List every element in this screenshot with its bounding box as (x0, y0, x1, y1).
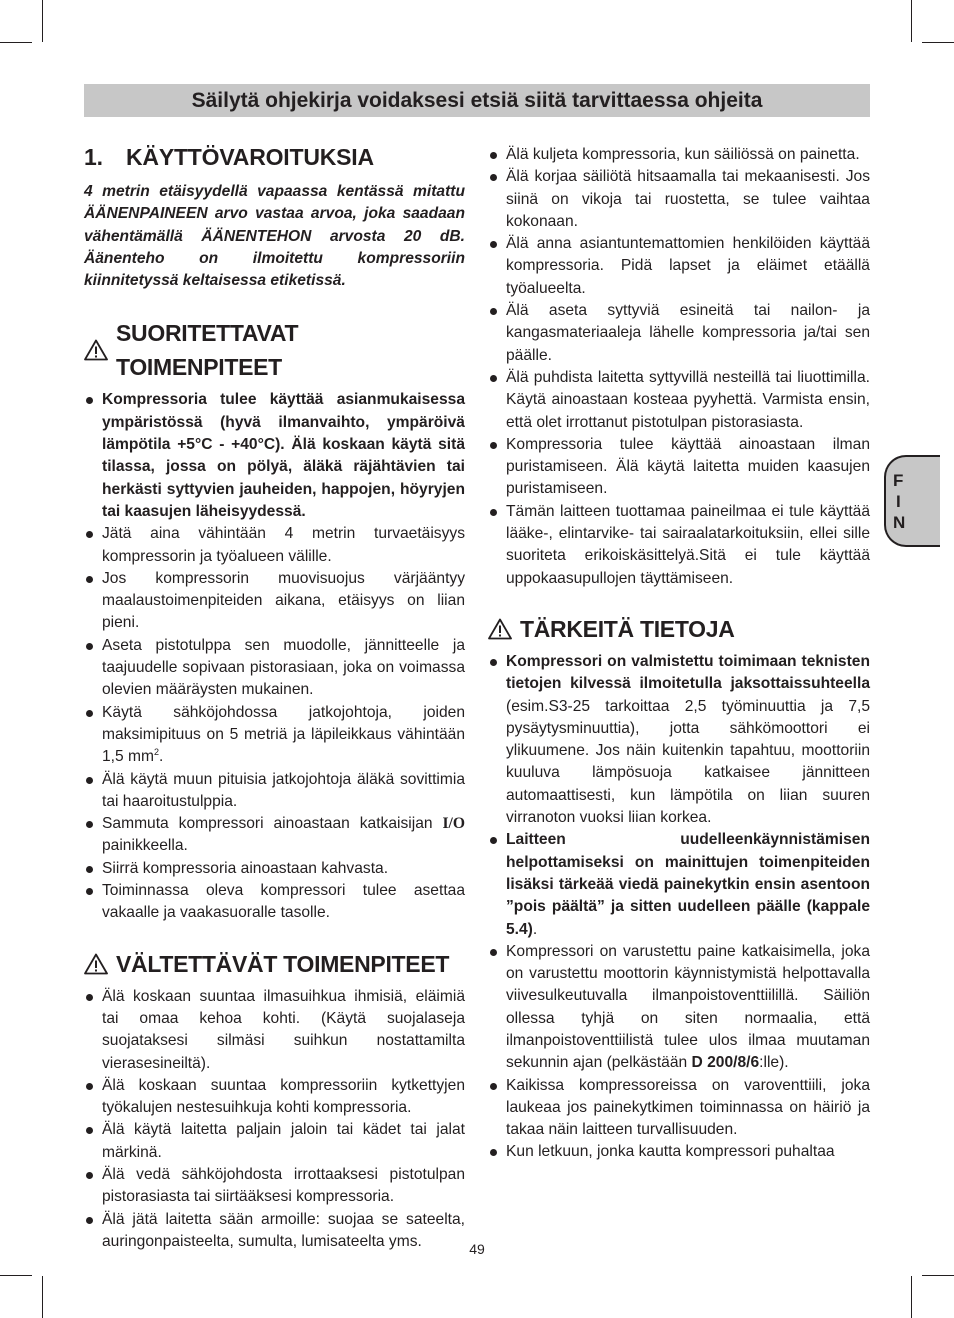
list-item (84, 568, 465, 635)
list-item-text: Älä koskaan suuntaa kompressoriin kytkettyjen työkalujen nestesuihkuja kohti kompressoria. (102, 1076, 465, 1117)
info-heading (488, 612, 870, 646)
list-item-bold-text: Laitteen uudelleenkäynnistämisen helpottamiseksi on mainittujen toimenpiteiden lisäksi tärkeää viedä painekytkin ensin asentoon ”pois päältä” ja sitten uudelleen päälle (kappale 5.4) (506, 831, 870, 938)
language-tab-letter: F (893, 470, 904, 490)
dos-list (84, 389, 465, 924)
dos-heading (84, 316, 465, 384)
list-item-text: Älä käytä muun pituisia jatkojohtoja äläkä sovittimia tai haaroitustulppia. (102, 770, 465, 810)
list-item-text: Käytä sähköjohdossa jatkojohtoja, joiden maksimipituus on 5 metriä ja läpileikkaus vähintään 1,5 mm (102, 703, 465, 766)
language-tab (884, 455, 940, 547)
crop-mark (42, 1276, 43, 1318)
list-item-text: (esim.S3-25 tarkoittaa 2,5 työminuuttia ja 7,5 pysäytysminuuttia), jotta sähkömoottori ei ylikuumene. Jos näin kuitenkin tapahtuu, moottoriin kuuluva lämpösuoja katkaisee jännitteen automaattisesti, kun lämpötila on liian suuren virranoton vuoksi liian korkea. (506, 697, 870, 827)
list-item (488, 829, 870, 940)
crop-mark (0, 1275, 32, 1276)
crop-mark (42, 0, 43, 42)
list-item (488, 651, 870, 829)
info-title: TÄRKEITÄ TIETOJA (520, 615, 735, 642)
list-item (84, 858, 465, 880)
list-item-bold-text: Kompressoria tulee käyttää asianmukaisessa ympäristössä (hyvä ilmanvaihto, ympäröivä lämpötila +5°C - +40°C). Älä koskaan käytä sitä tilassa, jossa on pölyä, äläkä räjähtävien tai herkästi syttyvien jauheiden, happojen, höyryjen tai kaasujen läheisyydessä. (102, 391, 465, 520)
warning-icon (488, 618, 512, 640)
list-item (84, 523, 465, 568)
list-item (488, 941, 870, 1075)
superscript: 2 (154, 747, 160, 758)
list-item-text: Kompressori on varustettu paine katkaisimella, joka on varustettu moottorin käynnistymistä helpottavalla viivesulkeutuvalla ilmanpoistoventtiilillä. Säiliön ollessa tyhjä on siten normaalia, että ilmanpoistoventtiilistä tulee ulos ilmaa muutaman sekunnin ajan (pelkästään (506, 942, 870, 1072)
list-item-text: Älä korjaa säiliötä hitsaamalla tai mekaanisesti. Jos siinä on vikoja tai ruostetta, se tulee vaihtaa kokonaan. (506, 168, 870, 230)
list-item-text: Älä puhdista laitetta syttyvillä nesteillä tai liuottimilla. Käytä ainoastaan kosteaa pyyhettä. Varmista ensin, että olet irrottanut pistotulpan pistorasiasta. (506, 368, 870, 431)
crop-mark (922, 1275, 954, 1276)
list-item (488, 166, 870, 233)
list-item (84, 813, 465, 858)
list-item-text: Älä vedä sähköjohdosta irrottaaksesi pistotulpan pistorasiasta tai siirtääksesi kompressoria. (102, 1165, 465, 1206)
right-column (488, 144, 870, 1164)
list-item-text: Älä kuljeta kompressoria, kun säiliössä on painetta. (506, 146, 860, 163)
dos-title: SUORITETTAVAT TOIMENPITEET (116, 320, 299, 381)
noise-note: 4 metrin etäisyydellä vapaassa kentässä mitattu ÄÄNENPAINEEN arvo vastaa arvoa, joka saadaan vähentämällä ÄÄNENTEHON arvosta 20 dB. Äänenteho on ilmoitettu kompressoriin kiinnitetyssä keltaisessa etiketissä. (84, 183, 465, 290)
list-item (84, 880, 465, 925)
section-title: KÄYTTÖVAROITUKSIA (126, 144, 374, 170)
list-item-text: Sammuta kompressori ainoastaan katkaisijan (102, 815, 443, 833)
list-item-text: :lle). (759, 1054, 789, 1072)
list-item-text: Älä koskaan suuntaa ilmasuihkua ihmisiä, eläimiä tai omaa kehoa kohti. (Käytä suojalaseja suojataksesi silmäsi suihkun nostattamilta vierasesineiltä). (102, 987, 465, 1072)
model-name: D 200/8/6 (691, 1054, 760, 1072)
list-item-text: Aseta pistotulppa sen muodolle, jännitteelle ja taajuudelle sopivaan pistorasiaan, joka on voimassa olevien määräysten mukainen. (102, 636, 465, 699)
list-item (84, 702, 465, 769)
list-item (84, 635, 465, 702)
list-item (488, 144, 870, 166)
list-item (84, 1164, 465, 1209)
list-item (488, 233, 870, 300)
list-item-text: Kun letkuun, jonka kautta kompressori puhaltaa (506, 1143, 835, 1161)
list-item (84, 1119, 465, 1164)
info-list (488, 651, 870, 1164)
page-number: 49 (469, 1241, 485, 1257)
list-item (84, 769, 465, 814)
list-item-text: Älä jätä laitetta sään armoille: suojaa se sateelta, auringonpaisteelta, sumulta, lumisateelta yms. (102, 1210, 465, 1250)
section-number: 1. (84, 144, 103, 170)
language-tab-letter: I (896, 491, 901, 511)
donts-list-continued (488, 144, 870, 590)
crop-mark (911, 0, 912, 42)
left-column (84, 140, 465, 1253)
crop-mark (911, 1276, 912, 1318)
list-item (488, 367, 870, 434)
list-item (488, 300, 870, 367)
list-item-text: Jos kompressorin muovisuojus värjääntyy maalaustoimenpiteiden aikana, etäisyys on liian pieni. (102, 569, 465, 632)
list-item (84, 986, 465, 1075)
list-item (488, 434, 870, 501)
list-item-text: Älä anna asiantuntemattomien henkilöiden käyttää kompressoria. Pidä lapset ja eläimet etäällä työalueelta. (506, 235, 870, 297)
donts-heading (84, 947, 465, 981)
list-item (488, 1075, 870, 1142)
list-item-text: Jätä aina vähintään 4 metrin turvaetäisyys kompressorin ja työalueen välille. (102, 525, 465, 565)
page-banner: Säilytä ohjekirja voidaksesi etsiä siitä tarvittaessa ohjeita (84, 84, 870, 117)
crop-mark (0, 42, 32, 43)
list-item (84, 1075, 465, 1120)
list-item (488, 1141, 870, 1163)
list-item (84, 389, 465, 523)
list-item-text: Siirrä kompressoria ainoastaan kahvasta. (102, 859, 389, 877)
warning-icon (84, 953, 108, 975)
donts-list (84, 986, 465, 1254)
list-item-text: painikkeella. (102, 837, 188, 855)
section-heading (84, 140, 465, 174)
language-tab-letter: N (893, 512, 906, 532)
donts-title: VÄLTETTÄVÄT TOIMENPITEET (116, 950, 450, 977)
list-item-text: Älä käytä laitetta paljain jaloin tai kädet tai jalat märkinä. (102, 1121, 465, 1161)
list-item-text: . (159, 748, 164, 766)
list-item-text: Älä aseta syttyviä esineitä tai nailon- ja kangasmateriaaleja lähelle kompressoria ja/tai sen päälle. (506, 302, 870, 364)
crop-mark (922, 42, 954, 43)
list-item-text: Kompressoria tulee käyttää ainoastaan ilman puristamiseen. Älä käytä laitetta muiden kaasujen puristamiseen. (506, 435, 870, 498)
list-item-text: . (532, 920, 538, 938)
list-item-bold-text: Kompressori on valmistettu toimimaan teknisten tietojen kilvessä ilmoitetulla jaksottaissuhteella (506, 652, 870, 693)
list-item (488, 501, 870, 590)
list-item-text: Toiminnassa oleva kompressori tulee asettaa vakaalle ja vaakasuoralle tasolle. (102, 882, 465, 922)
warning-icon (84, 339, 108, 361)
list-item-text: Kaikissa kompressoreissa on varoventtiili, joka laukeaa jos painekytkimen toiminnassa on häiriö ja takaa näin laitteen turvallisuuden. (506, 1076, 870, 1139)
switch-label: I/O (442, 815, 465, 833)
list-item-text: Tämän laitteen tuottamaa paineilmaa ei tule käyttää lääke-, elintarvike- tai sairaalatarkoituksiin, ellei sille suoriteta erikoiskäsittelyä.Sitä ei tule käyttää uppokaasupullojen täyttämiseen. (506, 502, 870, 587)
